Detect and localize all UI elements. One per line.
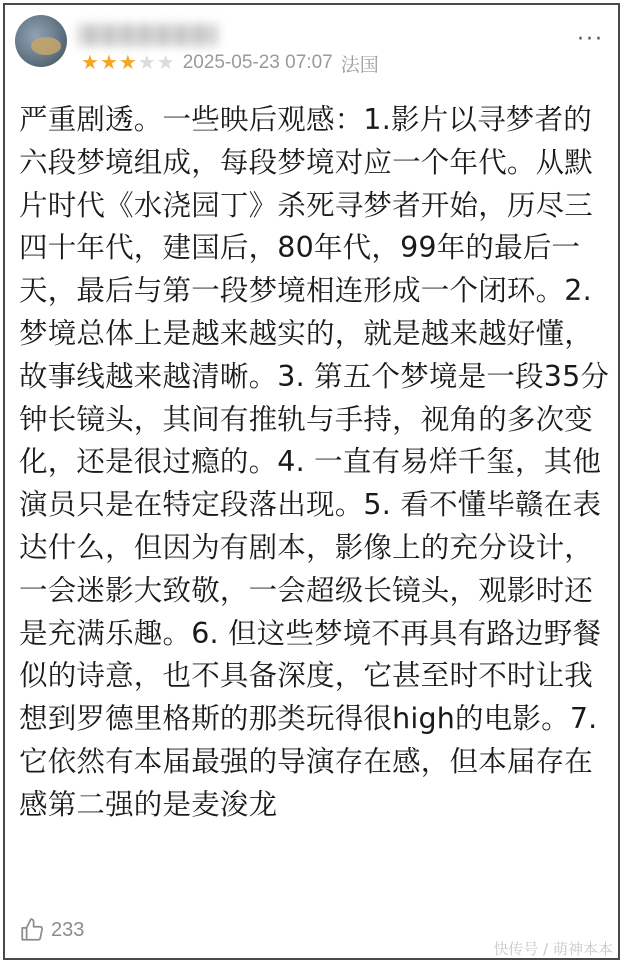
star-icon: ★: [137, 52, 156, 74]
more-icon[interactable]: ···: [577, 27, 604, 52]
like-count: 233: [51, 918, 85, 941]
review-card: [3, 3, 620, 960]
star-icon: ★: [99, 52, 118, 74]
username[interactable]: [77, 24, 217, 46]
star-icon: ★: [156, 52, 175, 74]
watermark: 快传号 / 萌神本本: [493, 940, 613, 958]
post-date: 2025-05-23 07:07: [182, 52, 333, 73]
star-icon: ★: [118, 52, 137, 74]
rating-stars: [81, 53, 175, 73]
thumbs-up-icon: [19, 917, 45, 943]
review-text: 严重剧透。一些映后观感：1.影片以寻梦者的六段梦境组成，每段梦境对应一个年代。从默片时代《水浇园丁》杀死寻梦者开始，历尽三四十年代，建国后，80年代，99年的最后一天，最后与第一段梦境相连形成一个闭环。2. 梦境总体上是越来越实的，就是越来越好懂，故事线越来越清晰。3. 第五个梦境是一段35分钟长镜头，其间有推轨与手持，视角的多次变化，还是很过瘾的。4. 一直有易烊千玺，其他演员只是在特定段落出现。5. 看不懂毕赣在表达什么，但因为有剧本，影像上的充分设计，一会迷影大致敬，一会超级长镜头，观影时还是充满乐趣。6. 但这些梦境不再具有路边野餐似的诗意，也不具备深度，它甚至时不时让我想到罗德里格斯的那类玩得很high的电影。7. 它依然有本届最强的导演存在感，但本届存在感第二强的是麦浚龙: [19, 103, 610, 821]
like-button[interactable]: [19, 917, 84, 943]
post-location: 法国: [340, 54, 379, 76]
avatar[interactable]: [15, 15, 67, 67]
star-icon: ★: [81, 52, 99, 74]
post-meta: [81, 51, 379, 75]
